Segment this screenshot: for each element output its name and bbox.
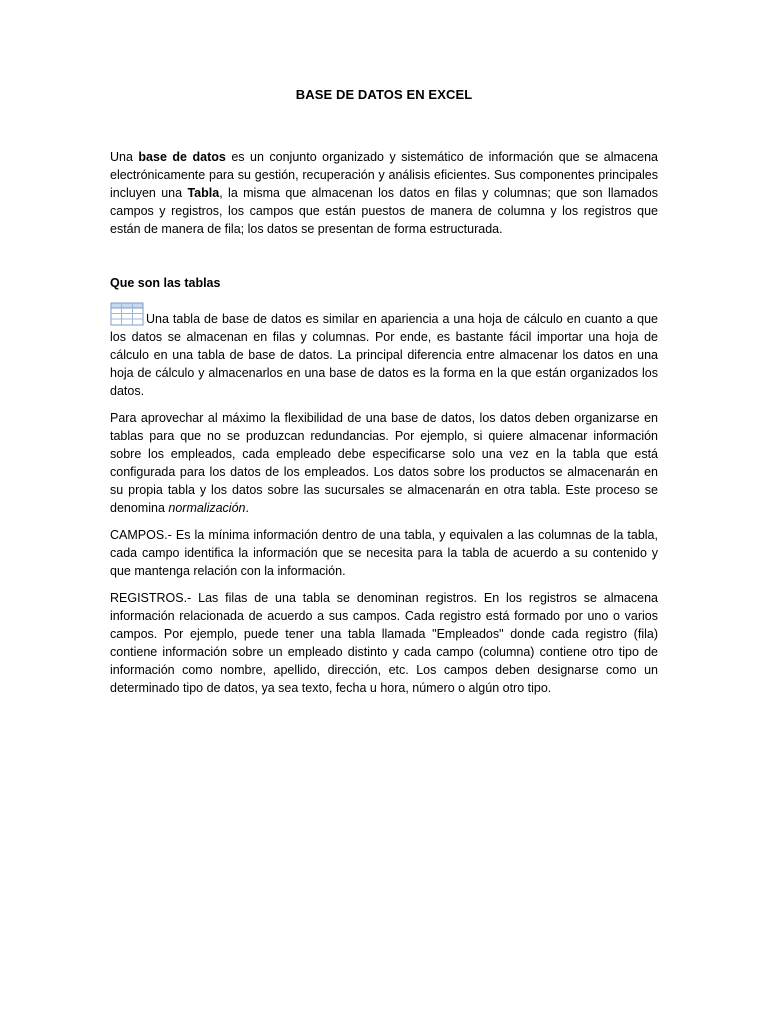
section-heading: Que son las tablas [110,276,221,290]
intro-paragraph [110,148,658,238]
normalization-text: Para aprovechar al máximo la flexibilidad de una base de datos, los datos deben organizarse en tablas para que no se produzcan redundancias. Por ejemplo, si quiere almacenar información sobre los empleados, cada empleado debe especificarse solo una vez en la tabla que está configurada para los datos de los empleados. Los datos sobre los productos se almacenarán en su propia tabla y los datos sobre las sucursales se almacenarán en otra tabla. Este proceso se denomina [110,411,658,515]
document-title: BASE DE DATOS EN EXCEL [295,87,473,102]
campos-paragraph: CAMPOS.- Es la mínima información dentro de una tabla, y equivalen a las columnas de la tabla, cada campo identifica la información que se necesita para la tabla de acuerdo a su contenido y que mantenga relación con la información. [110,528,658,578]
intro-text-2: es un conjunto organizado y sistemático de información que se almacena electrónicamente para su gestión, recuperación y análisis eficientes. Sus componentes principales incluyen una [110,150,658,200]
intro-text-1: Una [110,150,139,164]
normalization-italic-term: normalización [168,501,246,515]
intro-text-3: , la misma que almacenan los datos en filas y columnas; que son llamados campos y registros, los campos que están puestos de manera de columna y los registros que están de manera de fila; los datos se presentan de forma estructurada. [110,186,658,236]
registros-paragraph: REGISTROS.- Las filas de una tabla se denominan registros. En los registros se almacena información relacionada de acuerdo a sus campos. Cada registro está formado por uno o varios campos. Por ejemplo, puede tener una tabla llamada "Empleados" donde cada registro (fila) contiene información sobre un empleado distinto y cada campo (columna) contiene otro tipo de información como nombre, apellido, dirección, etc. Los campos deben designarse como un determinado tipo de datos, ya sea texto, fecha u hora, número o algún otro tipo. [110,591,658,695]
normalization-end: . [245,501,249,515]
normalization-paragraph [110,409,658,517]
tables-paragraph [110,302,658,400]
intro-bold-base-de-datos: base de datos [138,150,226,164]
table-grid-icon [110,302,144,326]
intro-bold-tabla: Tabla [187,186,220,200]
tables-paragraph-text: Una tabla de base de datos es similar en apariencia a una hoja de cálculo en cuanto a que los datos se almacenan en filas y columnas. Por ende, es bastante fácil importar una hoja de cálculo en una tabla de base de datos. La principal diferencia entre almacenar los datos en una hoja de cálculo y almacenarlos en una base de datos es la forma en la que están organizados los datos. [110,312,658,398]
